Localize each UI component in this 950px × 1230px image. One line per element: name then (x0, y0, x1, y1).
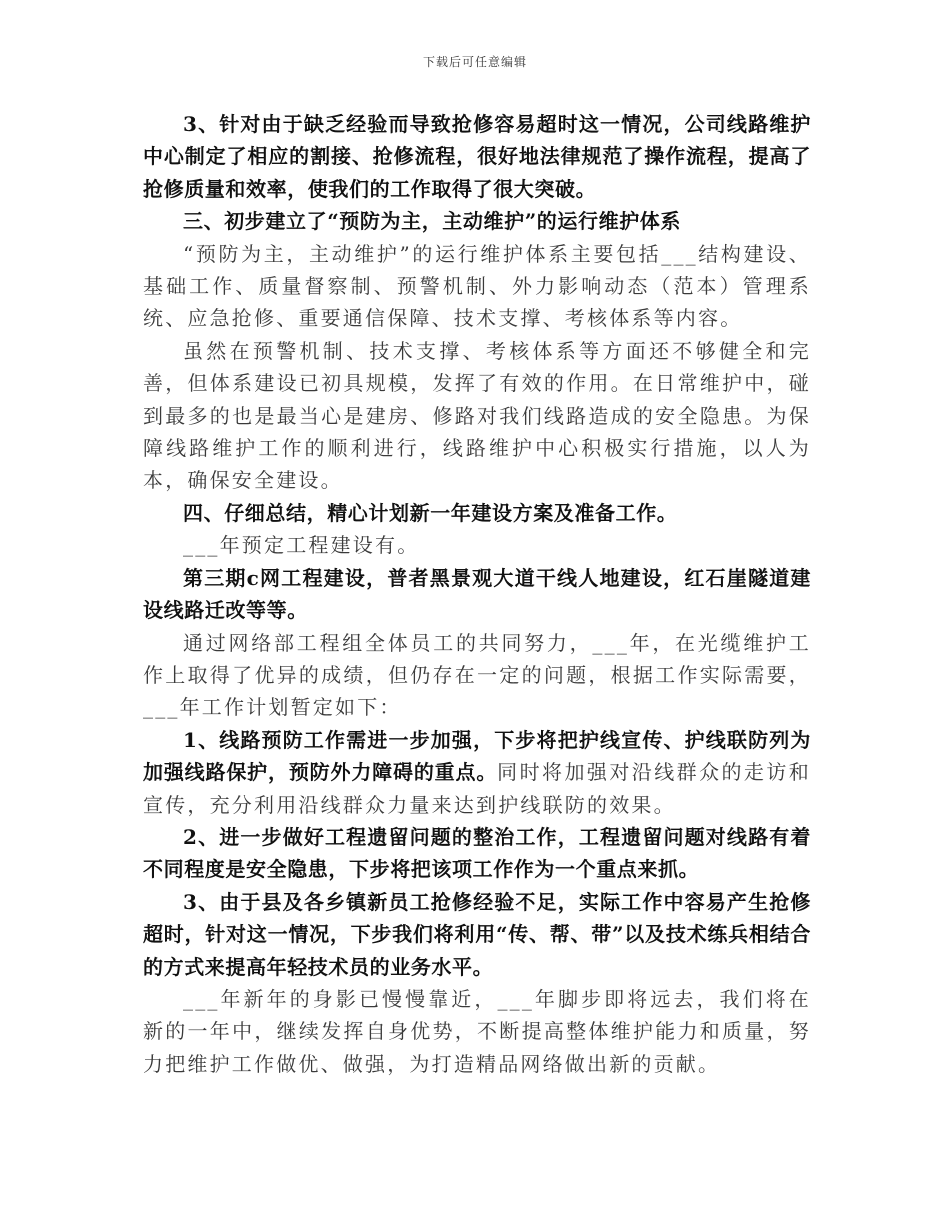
section-heading-3: 三、初步建立了“预防为主，主动维护”的运行维护体系 (183, 209, 682, 234)
paragraph-closing: ___年新年的身影已慢慢靠近，___年脚步即将远去，我们将在新的一年中，继续发挥自身优势，不断提高整体维护能力和质量，努力把维护工作做优、做强，为打造精品网络做出新的贡献。 (143, 986, 811, 1076)
page-header: 下载后可任意编辑 (422, 55, 527, 69)
paragraph-rush-repair-process: 3、针对由于缺乏经验而导致抢修容易超时这一情况，公司线路维护中心制定了相应的割接、抢修流程，很好地法律规范了操作流程，提高了抢修质量和效率，使我们的工作取得了很大突破。 (143, 112, 811, 201)
document-body (143, 108, 811, 1080)
paragraph-system-effect: 虽然在预警机制、技术支撑、考核体系等方面还不够健全和完善，但体系建设已初具规模，发挥了有效的作用。在日常维护中，碰到最多的也是最当心是建房、修路对我们线路造成的安全隐患。为保障线路维护工作的顺利进行，线路维护中心积极实行措施，以人为本，确保安全建设。 (143, 338, 811, 493)
plan-item-1-regular: 同时将加强对沿线群众的走访和宣传，充分利用沿线群众力量来达到护线联防的效果。 (143, 760, 811, 817)
paragraph-planned-projects: ___年预定工程建设有。 (183, 533, 420, 558)
plan-item-1-bold: 1、线路预防工作需进一步加强，下步将把护线宣传、护线联防列为加强线路保护，预防外力障碍的重点。 (143, 727, 811, 785)
paragraph-plan-item-2: 2、进一步做好工程遗留问题的整治工作，工程遗留问题对线路有着不同程度是安全隐患，下步将把该项工作作为一个重点来抓。 (143, 824, 811, 882)
paragraph-system-contents: “预防为主，主动维护”的运行维护体系主要包括___结构建设、基础工作、质量督察制、预警机制、外力影响动态（范本）管理系统、应急抢修、重要通信保障、技术支撑、考核体系等内容。 (143, 241, 811, 331)
paragraph-work-plan-intro: 通过网络部工程组全体员工的共同努力，___年，在光缆维护工作上取得了优异的成绩，但仍存在一定的问题，根据工作实际需要，___年工作计划暂定如下： (143, 630, 811, 720)
section-heading-4: 四、仔细总结，精心计划新一年建设方案及准备工作。 (183, 500, 678, 525)
paragraph-project-list: 第三期c网工程建设，普者黑景观大道干线人地建设，红石崖隧道建设线路迁改等等。 (143, 565, 811, 623)
paragraph-plan-item-1 (143, 724, 811, 821)
paragraph-plan-item-3: 3、由于县及各乡镇新员工抢修经验不足，实际工作中容易产生抢修超时，针对这一情况，下步我们将利用“传、帮、带”以及技术练兵相结合的方式来提高年轻技术员的业务水平。 (143, 889, 811, 979)
